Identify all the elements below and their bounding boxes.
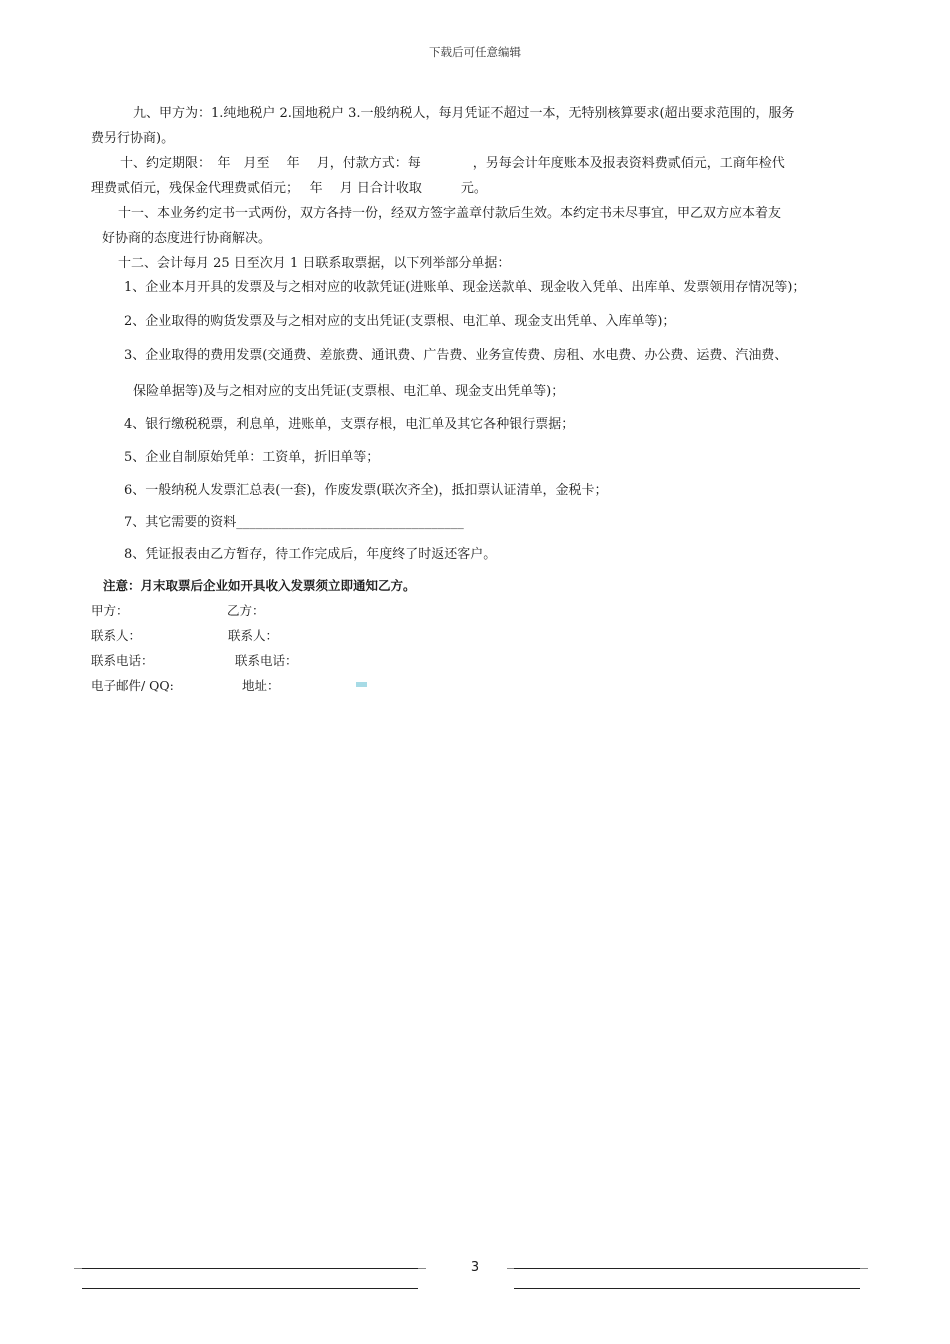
item-4: 4、银行缴税税票，利息单，进账单，支票存根，电汇单及其它各种银行票据； [124, 417, 575, 432]
page-header: 下载后可任意编辑 [429, 45, 521, 59]
item-1: 1、企业本月开具的发票及与之相对应的收款凭证(进账单、现金送款单、现金收入凭单、出库单、发票领用存情况等)； [124, 280, 806, 295]
footer-rule-right-top-bold [514, 1268, 860, 1269]
contact-b-label: 联系人： [228, 628, 279, 643]
email-a-label: 电子邮件/ QQ: [91, 678, 174, 693]
clause-11-line-2: 好协商的态度进行协商解决。 [102, 231, 272, 246]
highlight-marker [356, 682, 367, 687]
address-b-label: 地址： [242, 678, 280, 693]
clause-12-intro: 十二、会计每月 25 日至次月 1 日联系取票据，以下列举部分单据： [118, 256, 511, 271]
item-2: 2、企业取得的购货发票及与之相对应的支出凭证(支票根、电汇单、现金支出凭单、入库单等)； [124, 314, 676, 329]
clause-11-line-1: 十一、本业务约定书一式两份，双方各持一份，经双方签字盖章付款后生效。本约定书未尽事宜，甲乙双方应本着友 [118, 206, 782, 221]
item-3-line-2: 保险单据等)及与之相对应的支出凭证(支票根、电汇单、现金支出凭单等)； [133, 384, 565, 399]
footer-rule-left-bottom [82, 1288, 418, 1289]
item-6: 6、一般纳税人发票汇总表(一套)，作废发票(联次齐全)，抵扣票认证清单，金税卡； [124, 483, 608, 498]
contact-a-label: 联系人： [91, 628, 142, 643]
notice: 注意：月末取票后企业如开具收入发票须立即通知乙方。 [103, 578, 416, 593]
item-8: 8、凭证报表由乙方暂存，待工作完成后，年度终了时返还客户。 [124, 547, 497, 562]
phone-a-label: 联系电话： [91, 653, 154, 668]
footer-rule-right-bottom [514, 1288, 860, 1289]
clause-9-line-2: 费另行协商)。 [91, 131, 175, 146]
clause-10-line-1: 十、约定期限： 年 月至 年 月，付款方式：每 ，另每会计年度账本及报表资料费贰佰元，工商年检代 [120, 156, 785, 171]
item-3-line-1: 3、企业取得的费用发票(交通费、差旅费、通讯费、广告费、业务宣传费、房租、水电费、办公费、运费、汽油费、 [124, 348, 788, 363]
page-number: 3 [470, 1260, 480, 1275]
clause-9-line-1: 九、甲方为：1.纯地税户 2.国地税户 3.一般纳税人，每月凭证不超过一本，无特别核算要求(超出要求范围的，服务 [133, 106, 795, 121]
party-b-label: 乙方： [227, 603, 265, 618]
phone-b-label: 联系电话： [235, 653, 298, 668]
party-a-label: 甲方： [91, 603, 129, 618]
item-7: 7、其它需要的资料___________________________________ [124, 515, 464, 530]
item-5: 5、企业自制原始凭单：工资单，折旧单等； [124, 450, 380, 465]
clause-10-line-2: 理费贰佰元，残保金代理费贰佰元； 年 月 日合计收取 元。 [91, 181, 487, 196]
